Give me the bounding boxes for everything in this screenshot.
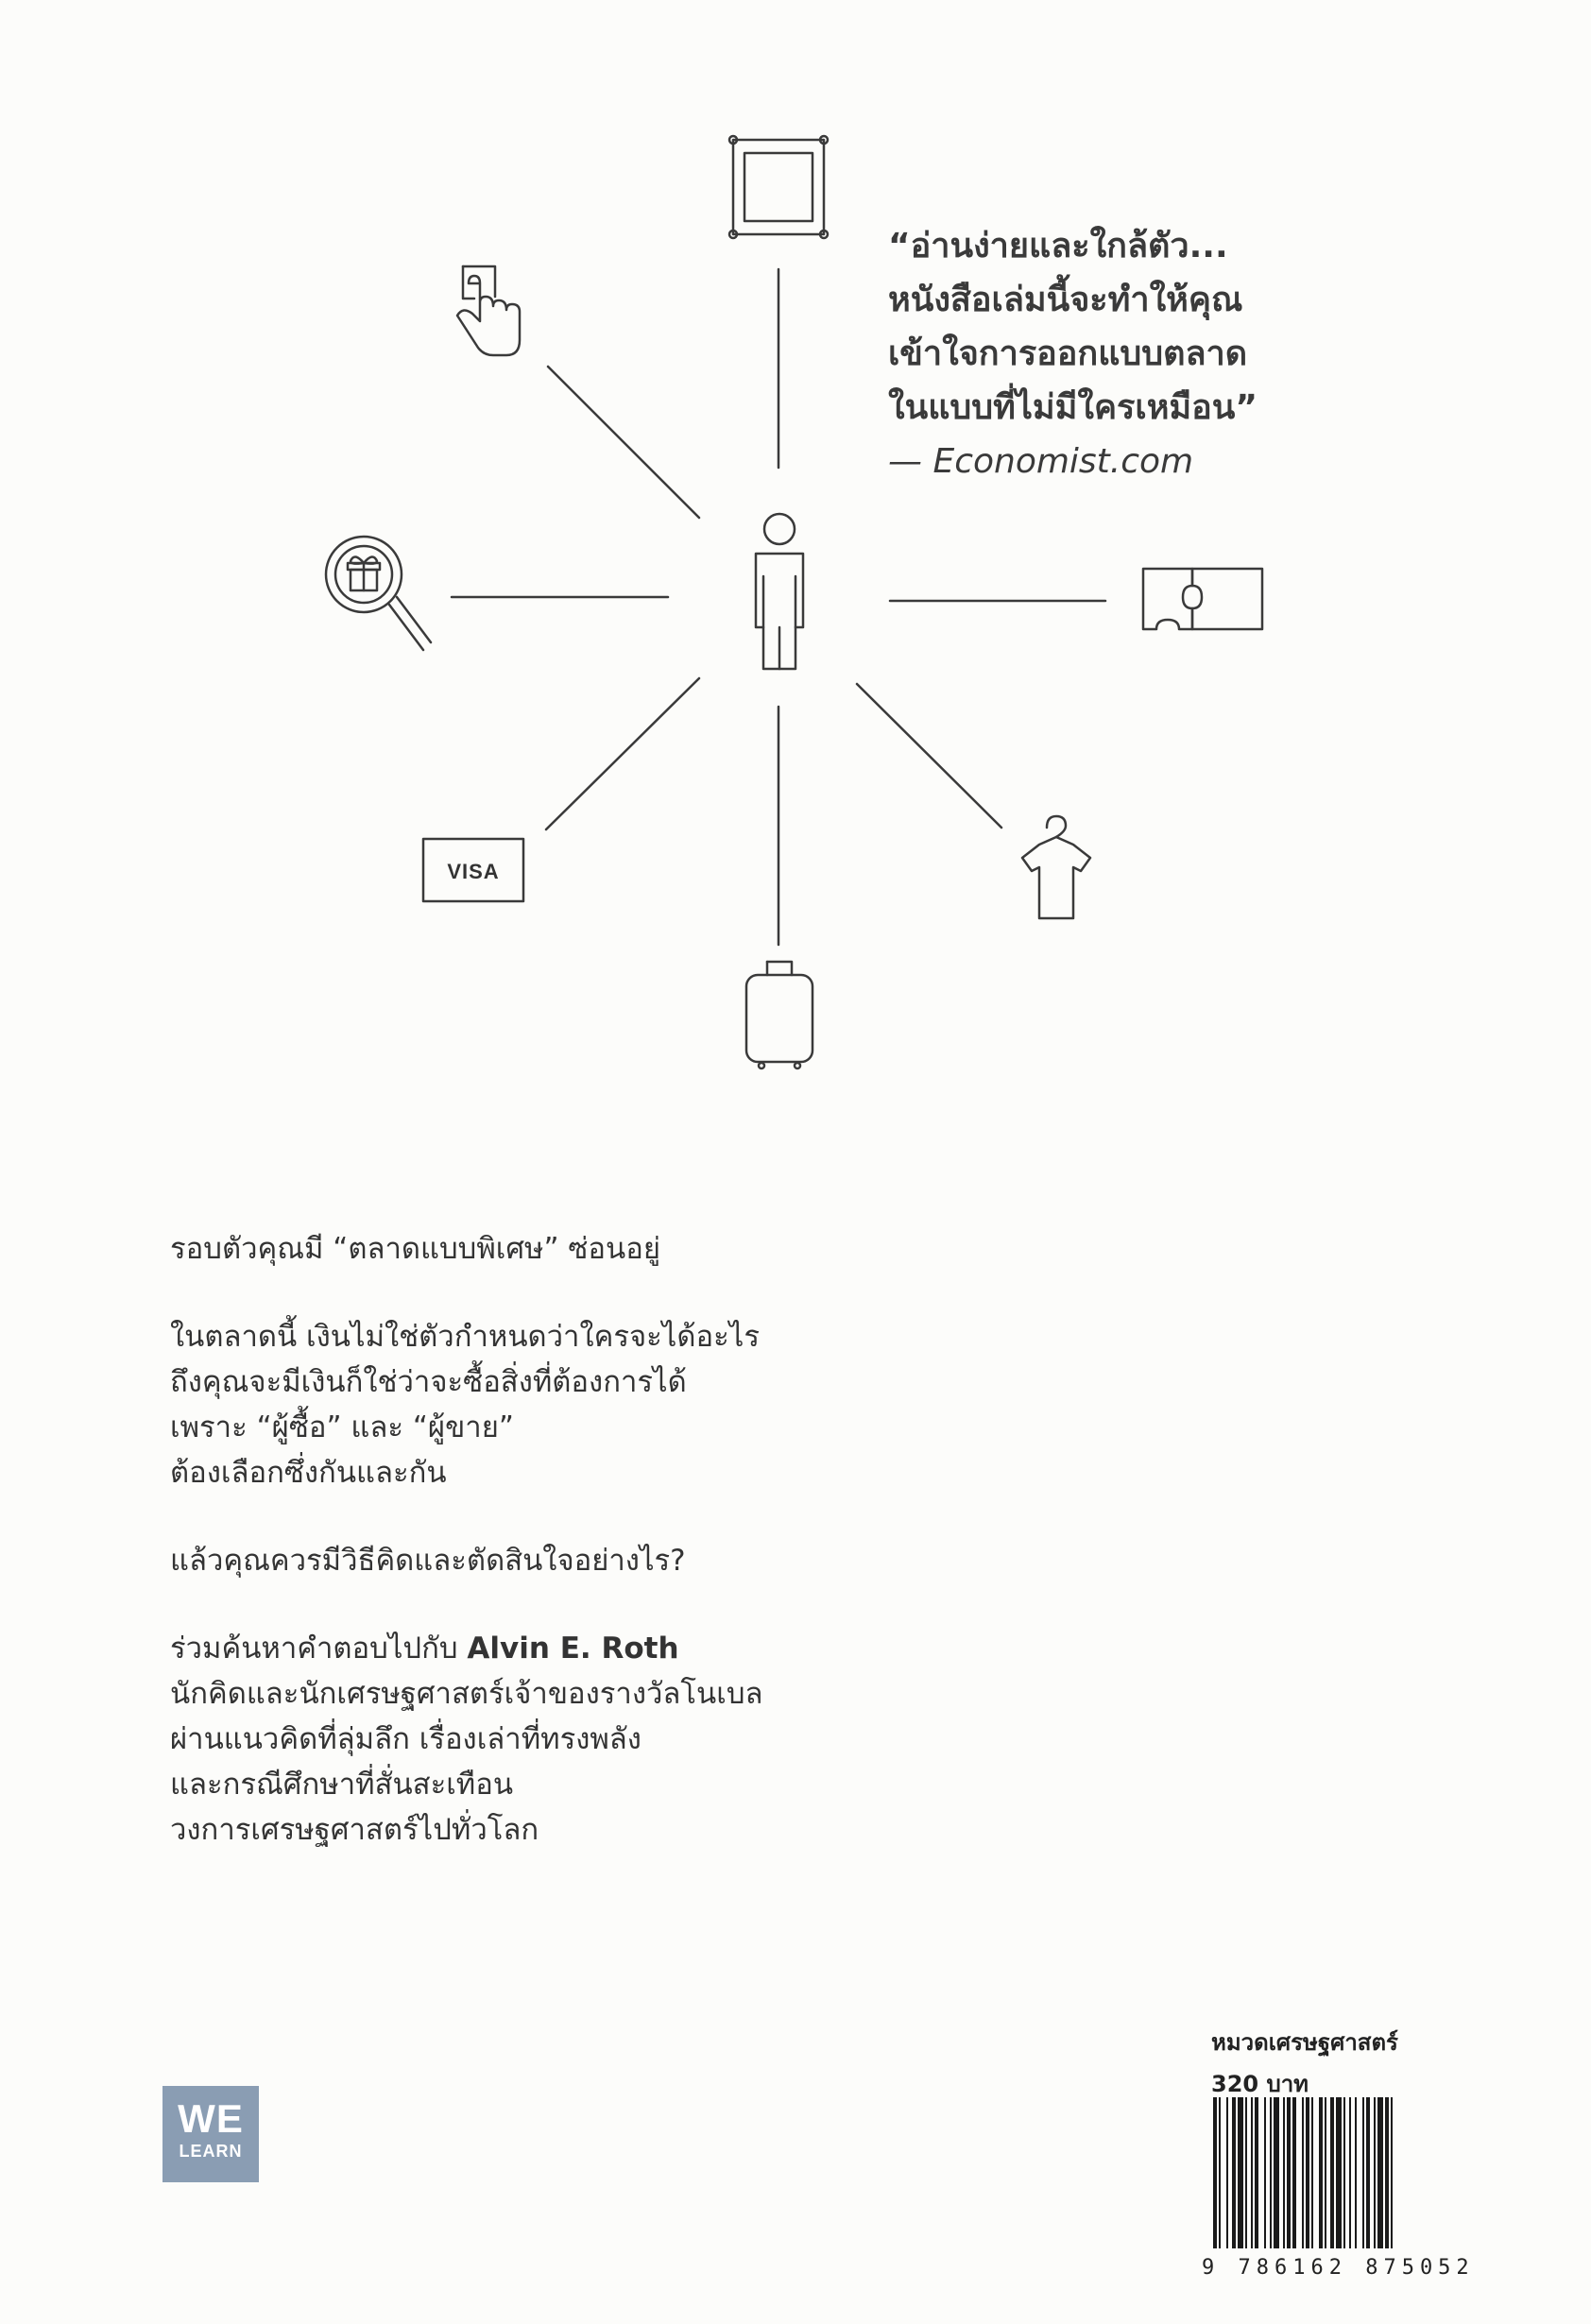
barcode-bar [1226, 2097, 1228, 2248]
logo-text-bottom: LEARN [179, 2142, 243, 2161]
blurb-line: ผ่านแนวคิดที่ลุ่มลึก เรื่องเล่าที่ทรงพลัง [170, 1722, 642, 1756]
blurb-author-prefix: ร่วมค้นหาคำตอบไปกับ [170, 1632, 468, 1666]
isbn-number: 9 786162 875052 [1202, 2256, 1475, 2280]
barcode-bar [1374, 2097, 1376, 2248]
barcode-bar [1270, 2097, 1272, 2248]
barcode-bar [1366, 2097, 1370, 2248]
spoke-top-left [548, 367, 699, 518]
pull-quote [888, 219, 1493, 488]
barcode-bar [1385, 2097, 1389, 2248]
quote-line: เข้าใจการออกแบบตลาด [888, 334, 1248, 373]
blurb-line: ต้องเลือกซึ่งกันและกัน [170, 1456, 447, 1490]
gift-search-icon [326, 537, 431, 650]
blurb-line: ในตลาดนี้ เงินไม่ใช่ตัวกำหนดว่าใครจะได้อะไร [170, 1320, 761, 1354]
puzzle-icon [1143, 569, 1262, 629]
barcode-bar [1355, 2097, 1357, 2248]
author-name: Alvin E. Roth [467, 1632, 679, 1666]
barcode-bar [1245, 2097, 1247, 2248]
blurb-line: นักคิดและนักเศรษฐศาสตร์เจ้าของรางวัลโนเบล [170, 1677, 763, 1711]
spoke-bottom-right [857, 684, 1001, 828]
blurb-paragraph-1: รอบตัวคุณมี “ตลาดแบบพิเศษ” ซ่อนอยู่ [170, 1232, 661, 1266]
suitcase-icon [746, 962, 813, 1068]
barcode-bar [1292, 2097, 1296, 2248]
price-box [1211, 2022, 1476, 2105]
barcode-bar [1311, 2097, 1313, 2248]
barcode-bar [1238, 2097, 1243, 2248]
barcode-bar [1319, 2097, 1323, 2248]
blurb-paragraph-3: แล้วคุณควรมีวิธีคิดและตัดสินใจอย่างไร? [170, 1544, 686, 1578]
blurb-line: วงการเศรษฐศาสตร์ไปทั่วโลก [170, 1813, 539, 1847]
barcode-bar [1274, 2097, 1279, 2248]
barcode-bar [1343, 2097, 1345, 2248]
barcode-bar [1391, 2097, 1393, 2248]
barcode-icon [1209, 2097, 1483, 2256]
barcode-bar [1264, 2097, 1266, 2248]
barcode-bar [1287, 2097, 1291, 2248]
barcode-bar [1251, 2097, 1253, 2248]
barcode-bar [1349, 2097, 1351, 2248]
blurb-line: เพราะ “ผู้ซื้อ” และ “ผู้ขาย” [170, 1410, 514, 1444]
barcode-bar [1255, 2097, 1258, 2248]
market-diagram [0, 0, 1591, 1134]
blurb-line: และกรณีศึกษาที่สั่นสะเทือน [170, 1768, 514, 1802]
visa-card-label: VISA [447, 860, 500, 883]
barcode-bar [1219, 2097, 1221, 2248]
publisher-logo [163, 2086, 259, 2182]
barcode-bar [1377, 2097, 1383, 2248]
spoke-bottom-left [546, 678, 699, 829]
barcode-bar [1306, 2097, 1309, 2248]
blurb-line [170, 1626, 1115, 1671]
hand-pointer-icon [457, 266, 520, 355]
barcode-bar [1232, 2097, 1236, 2248]
barcode-bar [1362, 2097, 1364, 2248]
quote-line: หนังสือเล่มนี้จะทำให้คุณ [888, 281, 1243, 319]
picture-frame-icon [729, 136, 828, 238]
quote-line: ในแบบที่ไม่มีใครเหมือน” [888, 388, 1258, 427]
barcode-bar [1325, 2097, 1326, 2248]
barcode-bar [1283, 2097, 1285, 2248]
blurb-paragraph-4 [170, 1626, 1115, 1853]
back-cover-blurb [170, 1226, 1115, 1895]
blurb-line: ถึงคุณจะมีเงินก็ใช่ว่าจะซื้อสิ่งที่ต้องการได้ [170, 1365, 687, 1399]
quote-line: “อ่านง่ายและใกล้ตัว... [888, 227, 1228, 265]
barcode-bar [1336, 2097, 1342, 2248]
barcode-bar [1302, 2097, 1304, 2248]
quote-source: — Economist.com [888, 442, 1194, 481]
barcode-bar [1213, 2097, 1217, 2248]
price-label: 320 บาท [1211, 2071, 1309, 2097]
person-icon [756, 514, 803, 669]
barcode-bar [1330, 2097, 1334, 2248]
blurb-paragraph-2 [170, 1314, 1115, 1495]
category-label: หมวดเศรษฐศาสตร์ [1211, 2029, 1398, 2056]
logo-text-top: WE [178, 2096, 244, 2141]
shirt-hanger-icon [1022, 816, 1090, 918]
